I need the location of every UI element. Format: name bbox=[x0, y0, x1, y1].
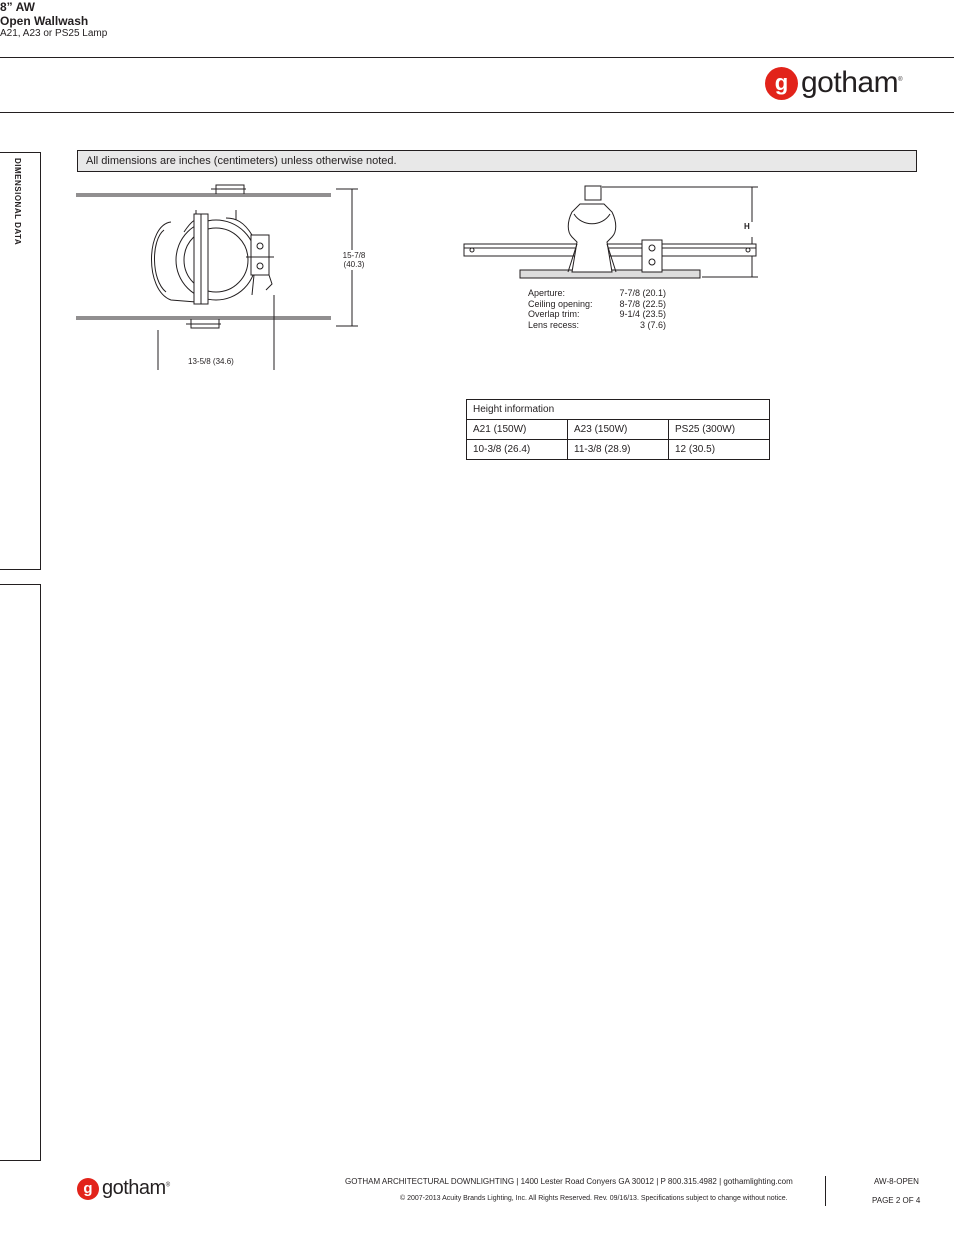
table-cell: 12 (30.5) bbox=[669, 440, 770, 460]
footer-address: GOTHAM ARCHITECTURAL DOWNLIGHTING | 1400 Lester Road Conyers GA 30012 | P 800.315.4982 | gothamlighting.com bbox=[345, 1177, 793, 1186]
header-logo bbox=[765, 66, 902, 100]
plan-view-drawing bbox=[76, 180, 376, 375]
spec-label: Aperture: bbox=[528, 288, 566, 298]
spec-label: Ceiling opening: bbox=[528, 298, 593, 309]
table-cell: 11-3/8 (28.9) bbox=[568, 440, 669, 460]
spec-label: Overlap trim: bbox=[528, 309, 580, 319]
side-height-label: H bbox=[744, 222, 750, 231]
height-info-table bbox=[466, 399, 770, 460]
side-tab-empty bbox=[0, 584, 41, 1161]
footer-divider bbox=[825, 1176, 826, 1206]
footer-logo-wordmark bbox=[102, 1177, 170, 1200]
footer-logo-word: gotham bbox=[102, 1177, 166, 1199]
footer-registered-mark: ® bbox=[165, 1182, 170, 1189]
dimensions-note: All dimensions are inches (centimeters) unless otherwise noted. bbox=[77, 150, 917, 172]
model-title: 8” AW bbox=[0, 0, 35, 14]
spec-value: 7-7/8 (20.1) bbox=[619, 288, 666, 298]
footer-page-number: PAGE 2 OF 4 bbox=[872, 1196, 921, 1205]
product-title: Open Wallwash bbox=[0, 14, 89, 28]
table-title: Height information bbox=[467, 400, 770, 420]
header-bottom-rule bbox=[0, 112, 954, 113]
spec-value: 3 (7.6) bbox=[639, 319, 666, 330]
spec-value: 8-7/8 (22.5) bbox=[619, 298, 666, 309]
table-row bbox=[467, 440, 770, 460]
plan-width-dim: 13-5/8 (34.6) bbox=[188, 357, 234, 366]
spec-value: 9-1/4 (23.5) bbox=[619, 309, 666, 319]
registered-mark: ® bbox=[898, 77, 902, 83]
table-header-cell: A21 (150W) bbox=[467, 420, 568, 440]
footer-doc-code: AW-8-OPEN bbox=[874, 1177, 919, 1186]
footer-logo-g-icon: g bbox=[77, 1178, 99, 1200]
header-top-rule bbox=[0, 57, 954, 58]
footer-logo bbox=[77, 1177, 170, 1200]
lamp-subtitle: A21, A23 or PS25 Lamp bbox=[0, 28, 108, 39]
logo-word: gotham bbox=[801, 66, 899, 99]
logo-wordmark bbox=[801, 66, 902, 100]
spec-row bbox=[528, 299, 666, 310]
spec-row bbox=[528, 309, 666, 320]
footer-copyright: © 2007-2013 Acuity Brands Lighting, Inc. All Rights Reserved. Rev. 09/16/13. Specifications subject to change without notice. bbox=[400, 1195, 788, 1202]
side-view-drawing bbox=[462, 182, 762, 282]
table-cell: 10-3/8 (26.4) bbox=[467, 440, 568, 460]
logo-g-icon: g bbox=[765, 67, 798, 100]
table-header-cell: PS25 (300W) bbox=[669, 420, 770, 440]
spec-label: Lens recess: bbox=[528, 319, 580, 330]
plan-height-dim-cm: (40.3) bbox=[343, 260, 365, 269]
plan-height-dim-in: 15-7/8 bbox=[342, 251, 366, 260]
side-view-specs bbox=[528, 288, 666, 330]
table-title-row bbox=[467, 400, 770, 420]
table-header-cell: A23 (150W) bbox=[568, 420, 669, 440]
spec-row bbox=[528, 288, 666, 299]
side-tab-label: DIMENSIONAL DATA bbox=[13, 158, 22, 246]
plan-height-dim bbox=[340, 251, 368, 269]
spec-row bbox=[528, 320, 666, 331]
table-header-row bbox=[467, 420, 770, 440]
